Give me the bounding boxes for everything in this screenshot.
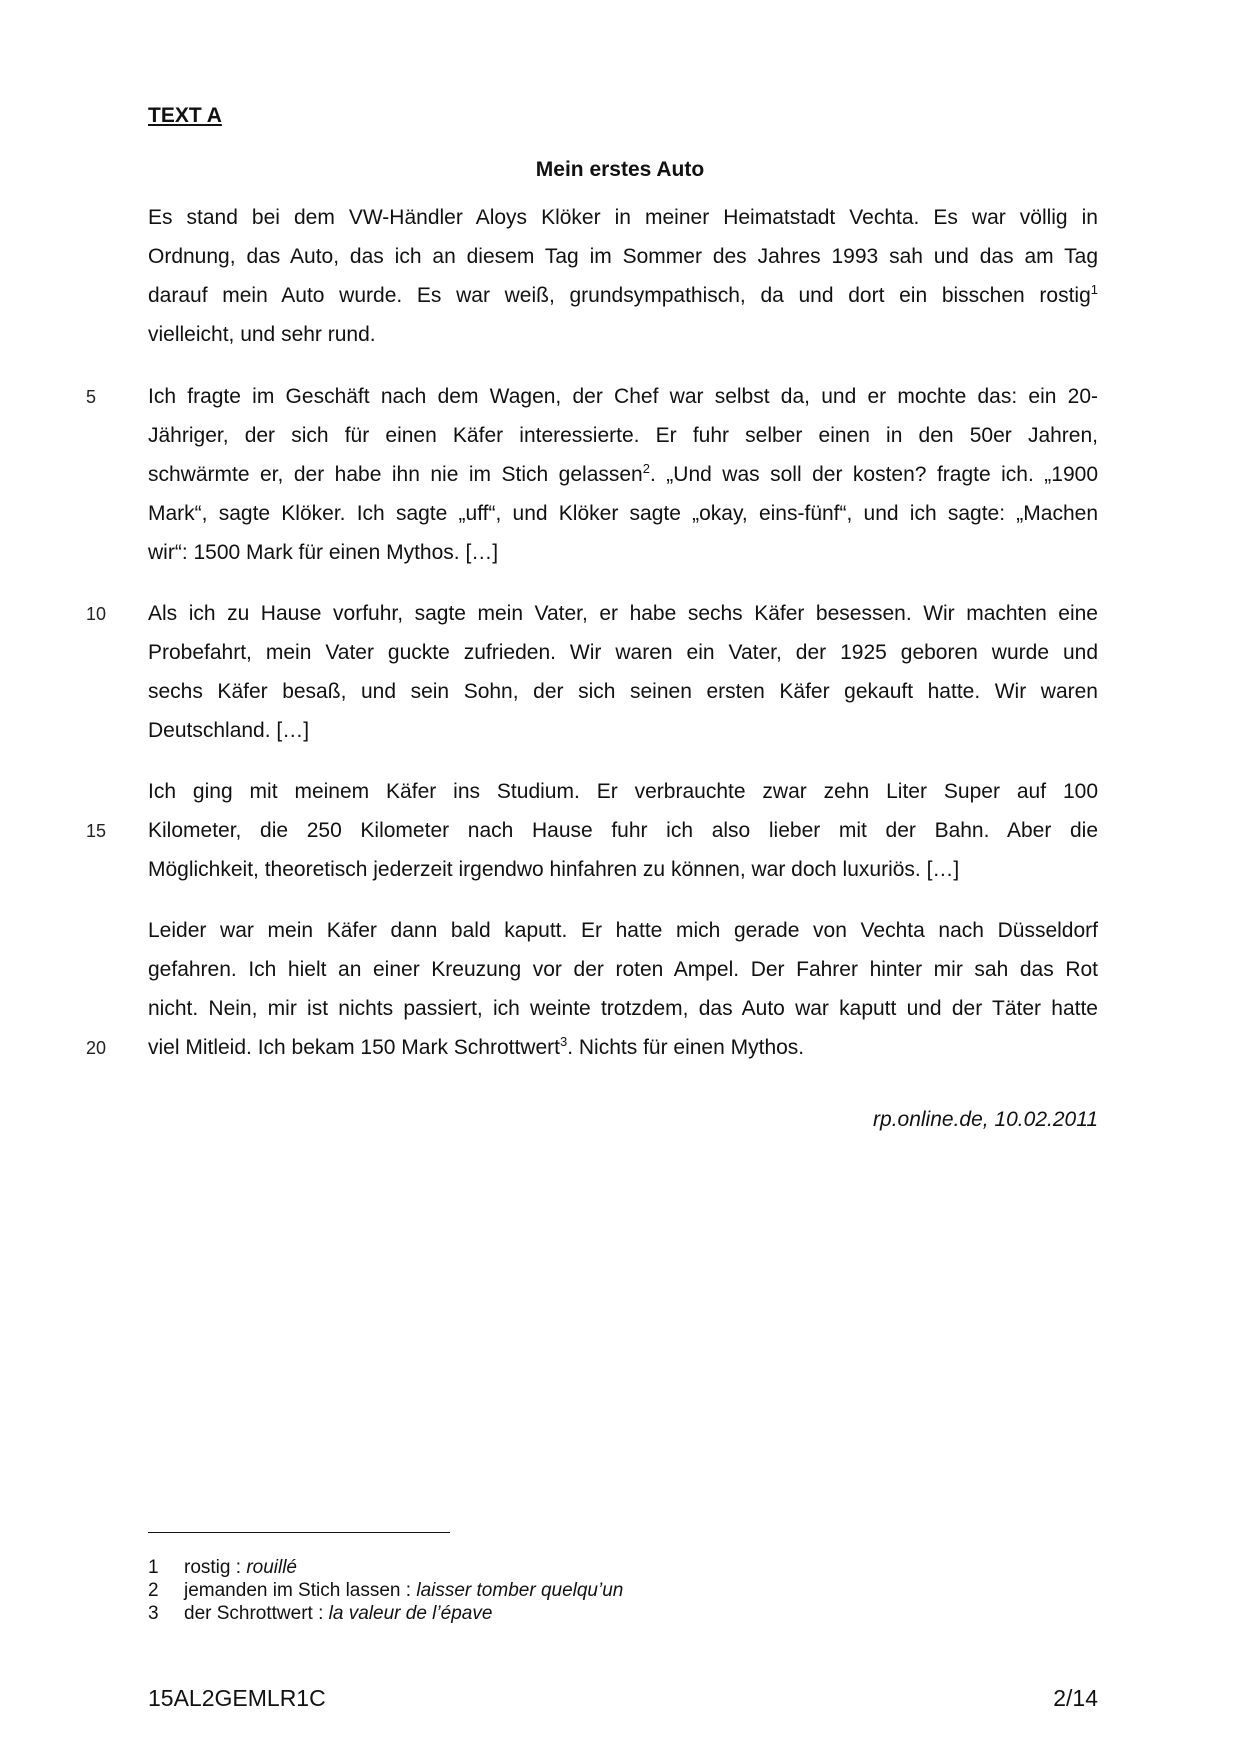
text-line: Deutschland. […] bbox=[148, 719, 310, 742]
line-number: 10 bbox=[86, 604, 107, 624]
text-line: gefahren. Ich hielt an einer Kreuzung vor der roten Ampel. Der Fahrer hinter mir sah das Rot bbox=[148, 958, 1098, 981]
text-line: nicht. Nein, mir ist nichts passiert, ich weinte trotzdem, das Auto war kaputt und der Täter hatte bbox=[148, 997, 1098, 1020]
text-line: schwärmte er, der habe ihn nie im Stich gelassen$^2$. „Und was soll der kosten? fragte ich. „1900 bbox=[148, 461, 1098, 486]
text-line: Ich ging mit meinem Käfer ins Studium. Er verbrauchte zwar zehn Liter Super auf 100 bbox=[148, 780, 1098, 803]
text-line: Als ich zu Hause vorfuhr, sagte mein Vater, er habe sechs Käfer besessen. Wir machten eine bbox=[148, 602, 1098, 625]
text-line: viel Mitleid. Ich bekam 150 Mark Schrottwert$^3$. Nichts für einen Mythos. bbox=[148, 1034, 805, 1059]
text-line: wir“: 1500 Mark für einen Mythos. […] bbox=[148, 541, 499, 564]
footnote-ref: 1 bbox=[1090, 282, 1098, 297]
line-number: 20 bbox=[86, 1038, 107, 1058]
text-line: Ordnung, das Auto, das ich an diesem Tag im Sommer des Jahres 1993 sah und das am Tag bbox=[148, 245, 1098, 268]
footnote-item: 1 rostig : rouillé bbox=[148, 1557, 298, 1578]
footnote-item: 3 der Schrottwert : la valeur de l’épave bbox=[148, 1603, 493, 1624]
page-number: 2/14 bbox=[1053, 1685, 1098, 1711]
article-title: Mein erstes Auto bbox=[535, 158, 705, 181]
line-number: 15 bbox=[86, 821, 107, 841]
footnote-ref: 2 bbox=[642, 461, 650, 476]
text-line: Jähriger, der sich für einen Käfer interessierte. Er fuhr selber einen in den 50er Jahren, bbox=[148, 424, 1098, 447]
footnote-ref: 3 bbox=[559, 1034, 568, 1049]
text-line: Kilometer, die 250 Kilometer nach Hause fuhr ich also lieber mit der Bahn. Aber die bbox=[148, 819, 1098, 842]
text-line: Möglichkeit, theoretisch jederzeit irgendwo hinfahren zu können, war doch luxuriös. […] bbox=[148, 858, 960, 881]
text-line: darauf mein Auto wurde. Es war weiß, grundsympathisch, da und dort ein bisschen rostig$^1$ bbox=[148, 282, 1098, 307]
text-line: sechs Käfer besaß, und sein Sohn, der sich seinen ersten Käfer gekauft hatte. Wir waren bbox=[148, 680, 1098, 703]
text-line: vielleicht, und sehr rund. bbox=[148, 323, 376, 346]
text-line: Probefahrt, mein Vater guckte zufrieden. Wir waren ein Vater, der 1925 geboren wurde und bbox=[148, 641, 1098, 664]
footnote-item: 2 jemanden im Stich lassen : laisser tomber quelqu’un bbox=[148, 1580, 624, 1601]
section-heading: TEXT A bbox=[148, 104, 222, 127]
text-line: Ich fragte im Geschäft nach dem Wagen, der Chef war selbst da, und er mochte das: ein 20- bbox=[148, 385, 1098, 408]
text-line: Leider war mein Käfer dann bald kaputt. Er hatte mich gerade von Vechta nach Düsseldorf bbox=[148, 919, 1098, 942]
footnote-divider bbox=[148, 1532, 450, 1533]
source-citation: rp.online.de, 10.02.2011 bbox=[873, 1108, 1098, 1131]
document-code: 15AL2GEMLR1C bbox=[148, 1685, 326, 1711]
text-line: Mark“, sagte Klöker. Ich sagte „uff“, und Klöker sagte „okay, eins-fünf“, und ich sagte: „Machen bbox=[148, 502, 1098, 525]
line-number: 5 bbox=[86, 387, 97, 407]
text-line: Es stand bei dem VW-Händler Aloys Klöker in meiner Heimatstadt Vechta. Es war völlig in bbox=[148, 206, 1098, 229]
